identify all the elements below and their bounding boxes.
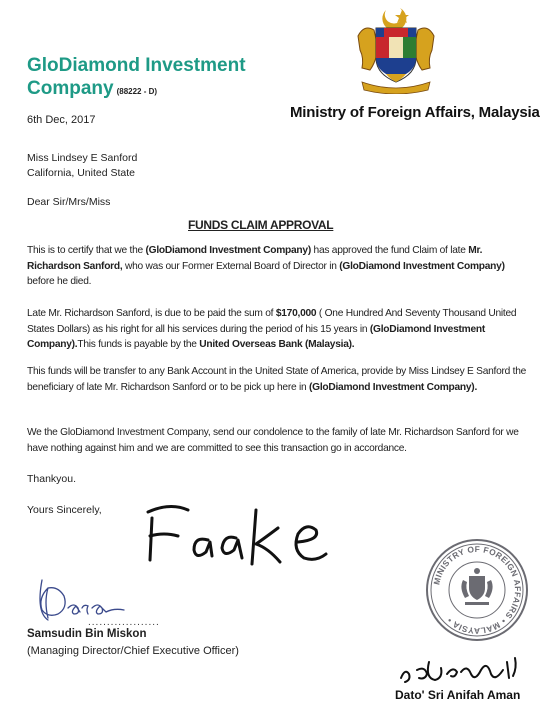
recipient-name: Miss Lindsey E Sanford <box>27 152 138 164</box>
letter-date: 6th Dec, 2017 <box>27 114 96 126</box>
bold-text-segment: (GloDiamond Investment Company). <box>27 323 485 350</box>
company-name-suffix: Company <box>27 78 114 99</box>
text-segment: This is to certify that we the <box>27 245 146 256</box>
paragraph-payment <box>27 306 532 353</box>
signer-title: (Managing Director/Chief Executive Officer) <box>27 645 239 657</box>
bold-text-segment: $170,000 <box>275 308 317 319</box>
text-segment: Late Mr. Richardson Sanford, is due to be paid the sum of <box>27 308 276 319</box>
bold-text-segment: (GloDiamond Investment Company). <box>309 381 478 393</box>
ministry-seal-icon <box>425 538 529 642</box>
coat-of-arms-icon <box>352 4 440 94</box>
text-segment: This funds will be transfer to any Bank Account in the United State of America, provide by Miss Lindsey E Sanford the beneficiary of late Mr. Richardson Sanford or to be pick up here in <box>27 366 527 393</box>
company-name: GloDiamond Investment <box>27 55 246 76</box>
company-name-line2 <box>27 78 157 100</box>
bold-text-segment: United Overseas Bank (Malaysia). <box>199 339 355 350</box>
text-segment: We the GloDiamond Investment Company, send our condolence to the family of late Mr. Richardson Sanford for we have nothing against him and we are committed to see this transaction go in accordance. <box>27 427 519 454</box>
handwritten-fake-annotation <box>140 498 340 578</box>
official-name: Dato' Sri Anifah Aman <box>395 688 521 702</box>
seal-text: MINISTRY OF FOREIGN AFFAIRS • MALAYSIA • <box>431 543 524 637</box>
text-segment: before he died. <box>27 276 92 287</box>
signer-name: Samsudin Bin Miskon <box>27 628 147 640</box>
company-registration: (88222 - D) <box>116 87 158 96</box>
paragraph-certification <box>27 243 532 290</box>
text-segment: who was our Former External Board of Director in <box>122 260 340 272</box>
bold-text-segment: Mr. Richardson Sanford, <box>27 245 483 272</box>
ministry-name: Ministry of Foreign Affairs, Malaysia <box>290 104 540 121</box>
paragraph-condolence <box>27 425 532 456</box>
signature-managing-director <box>34 568 134 623</box>
signature-line: ................... <box>88 617 160 628</box>
recipient-location: California, United State <box>27 167 135 179</box>
text-segment: ( One Hundred And Seventy Thousand United States Dollars) as his right for all his services during the period of his 15 years in <box>27 308 517 335</box>
letter-title: FUNDS CLAIM APPROVAL <box>188 218 334 232</box>
paragraph-transfer <box>27 364 532 395</box>
salutation: Dear Sir/Mrs/Miss <box>27 196 111 208</box>
text-segment: has approved the fund Claim of late <box>310 245 469 256</box>
text-segment: This funds is payable by the <box>77 339 200 350</box>
signature-minister <box>395 648 535 688</box>
closing-text: Yours Sincerely, <box>27 504 102 516</box>
bold-text-segment: (GloDiamond Investment Company) <box>339 260 505 272</box>
bold-text-segment: (GloDiamond Investment Company) <box>145 245 311 256</box>
thanks-text: Thankyou. <box>27 473 77 485</box>
